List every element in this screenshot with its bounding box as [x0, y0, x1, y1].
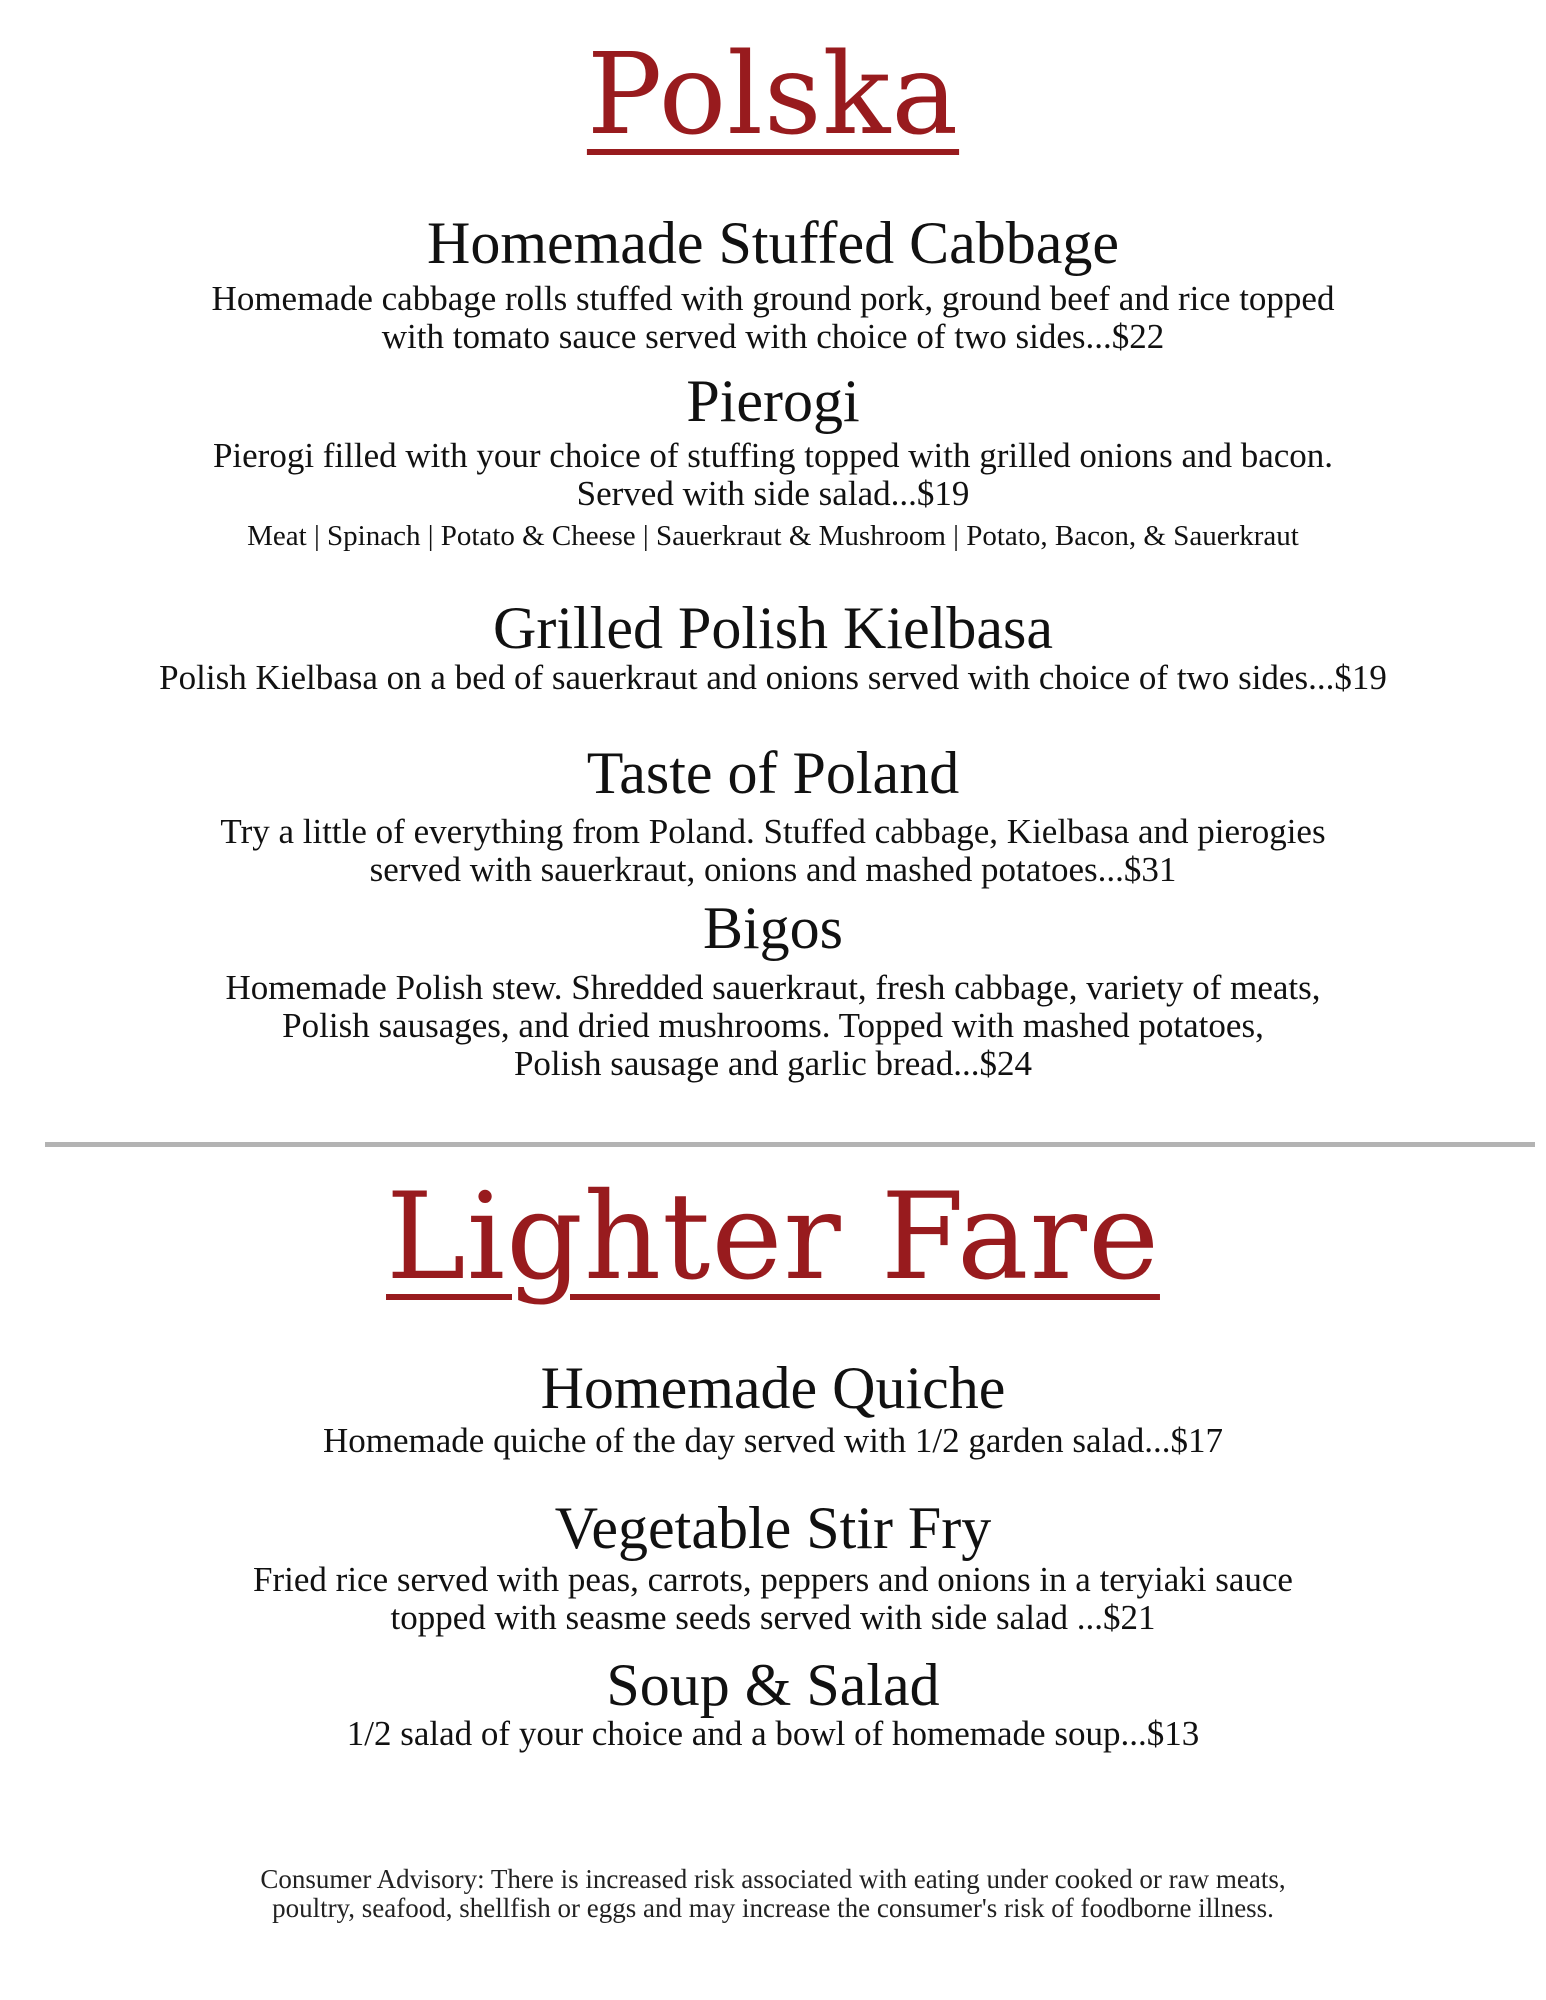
item-desc-taste-of-poland: [0, 813, 1546, 889]
item-desc-bigos: [0, 969, 1546, 1083]
desc-line: Fried rice served with peas, carrots, peppers and onions in a teryiaki sauce: [253, 1560, 1293, 1599]
section-divider: [45, 1142, 1535, 1147]
desc-line: 1/2 salad of your choice and a bowl of homemade soup...$13: [346, 1714, 1200, 1753]
section-title-lighter-fare: Lighter Fare: [386, 1168, 1160, 1307]
item-desc-kielbasa: [0, 659, 1546, 697]
pierogi-options: Meat | Spinach | Potato & Cheese | Sauerkraut & Mushroom | Potato, Bacon, & Sauerkraut: [247, 520, 1299, 552]
item-title-kielbasa: Grilled Polish Kielbasa: [493, 595, 1053, 661]
advisory-line: Consumer Advisory: There is increased risk associated with eating under cooked or raw meats,: [260, 1864, 1286, 1894]
item-desc-stir-fry: [0, 1561, 1546, 1637]
desc-line: Served with side salad...$19: [576, 474, 970, 513]
desc-line: Pierogi filled with your choice of stuffing topped with grilled onions and bacon.: [212, 436, 1334, 475]
desc-line: Homemade quiche of the day served with 1/2 garden salad...$17: [322, 1421, 1223, 1460]
item-desc-quiche: [0, 1422, 1546, 1460]
section-title-polska: Polska: [586, 30, 960, 160]
item-title-taste-of-poland: Taste of Poland: [586, 740, 960, 806]
item-title-stir-fry: Vegetable Stir Fry: [554, 1495, 992, 1561]
desc-line: Polish Kielbasa on a bed of sauerkraut and onions served with choice of two sides...$19: [159, 658, 1387, 697]
item-desc-soup-salad: [0, 1715, 1546, 1753]
desc-line: Polish sausage and garlic bread...$24: [513, 1044, 1033, 1083]
item-title-stuffed-cabbage: Homemade Stuffed Cabbage: [426, 210, 1120, 276]
item-title-quiche: Homemade Quiche: [540, 1355, 1006, 1421]
item-desc-pierogi: [0, 437, 1546, 513]
desc-line: Homemade Polish stew. Shredded sauerkraut, fresh cabbage, variety of meats,: [225, 968, 1321, 1007]
desc-line: with tomato sauce served with choice of two sides...$22: [381, 317, 1165, 356]
consumer-advisory: [0, 1865, 1546, 1923]
desc-line: Try a little of everything from Poland. Stuffed cabbage, Kielbasa and pierogies: [220, 812, 1326, 851]
desc-line: served with sauerkraut, onions and mashed potatoes...$31: [369, 850, 1177, 889]
desc-line: Polish sausages, and dried mushrooms. Topped with mashed potatoes,: [282, 1006, 1264, 1045]
item-desc-stuffed-cabbage: [0, 280, 1546, 356]
item-title-soup-salad: Soup & Salad: [606, 1652, 940, 1718]
desc-line: Homemade cabbage rolls stuffed with ground pork, ground beef and rice topped: [211, 279, 1335, 318]
item-title-bigos: Bigos: [702, 895, 844, 961]
item-title-pierogi: Pierogi: [686, 368, 860, 434]
advisory-line: poultry, seafood, shellfish or eggs and may increase the consumer's risk of foodborne illness.: [272, 1893, 1274, 1923]
desc-line: topped with seasme seeds served with side salad ...$21: [390, 1598, 1156, 1637]
